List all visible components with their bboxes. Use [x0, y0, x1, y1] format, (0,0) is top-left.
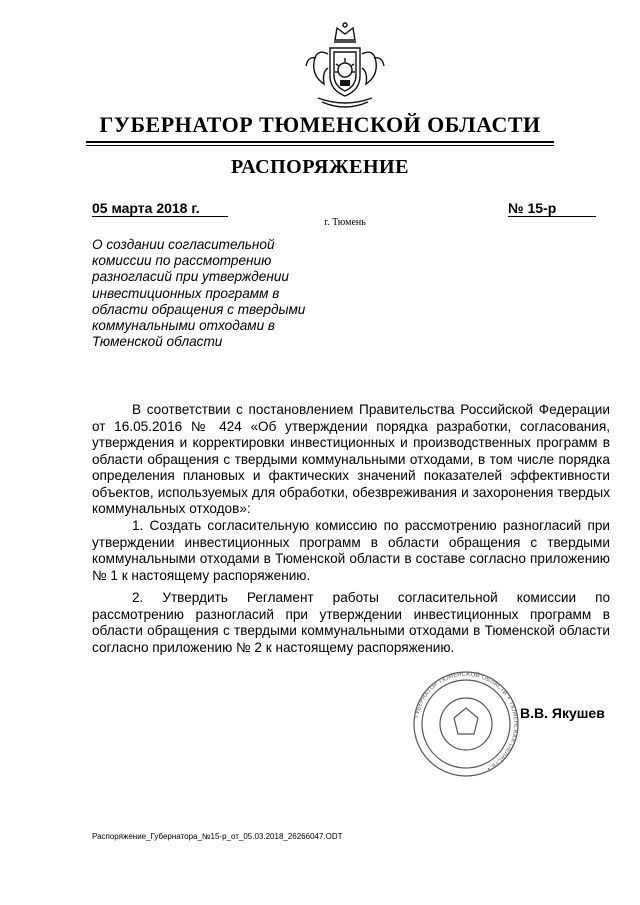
document-subject: О создании согласительной комиссии по рассмотрению разногласий при утверждении инвестиционных программ в области обращения с твердыми коммунальными отходами в Тюменской области: [92, 237, 306, 350]
header-rule-thick: [86, 141, 554, 143]
document-date: 05 марта 2018 г.: [92, 200, 228, 217]
body-intro-paragraph: В соответствии с постановлением Правительства Российской Федерации от 16.05.2016 № 424 «Об утверждении порядка разработки, согласования, утверждения и корректировки инвестиционных и производственных программ в области обращения с твердыми коммунальными отходами, в том числе порядка определения плановых и фактических значений показателей эффективности объектов, используемых для обработки, обезвреживания и захоронения твердых коммунальных отходов»:: [92, 402, 610, 516]
seal-stamp: [410, 668, 522, 780]
svg-text:ГУБЕРНАТОР ТЮМЕНСКОЙ ОБЛАСТИ •: ГУБЕРНАТОР ТЮМЕНСКОЙ ОБЛАСТИ • ТЮМЕНСКАЯ ОБЛАСТЬ •: [413, 670, 520, 773]
footer-filename: Распоряжение_Губернатора_№15-р_от_05.03.2018_26266047.ODT: [92, 832, 343, 841]
coat-of-arms-icon: [300, 18, 390, 113]
issuing-authority: ГУБЕРНАТОР ТЮМЕНСКОЙ ОБЛАСТИ: [99, 112, 541, 137]
document-city: г. Тюмень: [324, 217, 366, 228]
signer-name: В.В. Якушев: [520, 705, 605, 721]
body-item-1: 1. Создать согласительную комиссию по рассмотрению разногласий при утверждении инвестиционных программ в области обращения с твердыми коммунальными отходами в Тюменской области в составе согласно приложению № 1 к настоящему распоряжению.: [92, 518, 610, 583]
header-rule-thin: [86, 145, 554, 146]
body-item-2: 2. Утвердить Регламент работы согласительной комиссии по рассмотрению разногласий при утверждении инвестиционных программ в области обращения с твердыми коммунальными отходами в Тюменской области согласно приложению № 2 к настоящему распоряжению.: [92, 590, 610, 655]
document-type: РАСПОРЯЖЕНИЕ: [231, 156, 409, 178]
document-number: № 15-р: [508, 200, 596, 217]
